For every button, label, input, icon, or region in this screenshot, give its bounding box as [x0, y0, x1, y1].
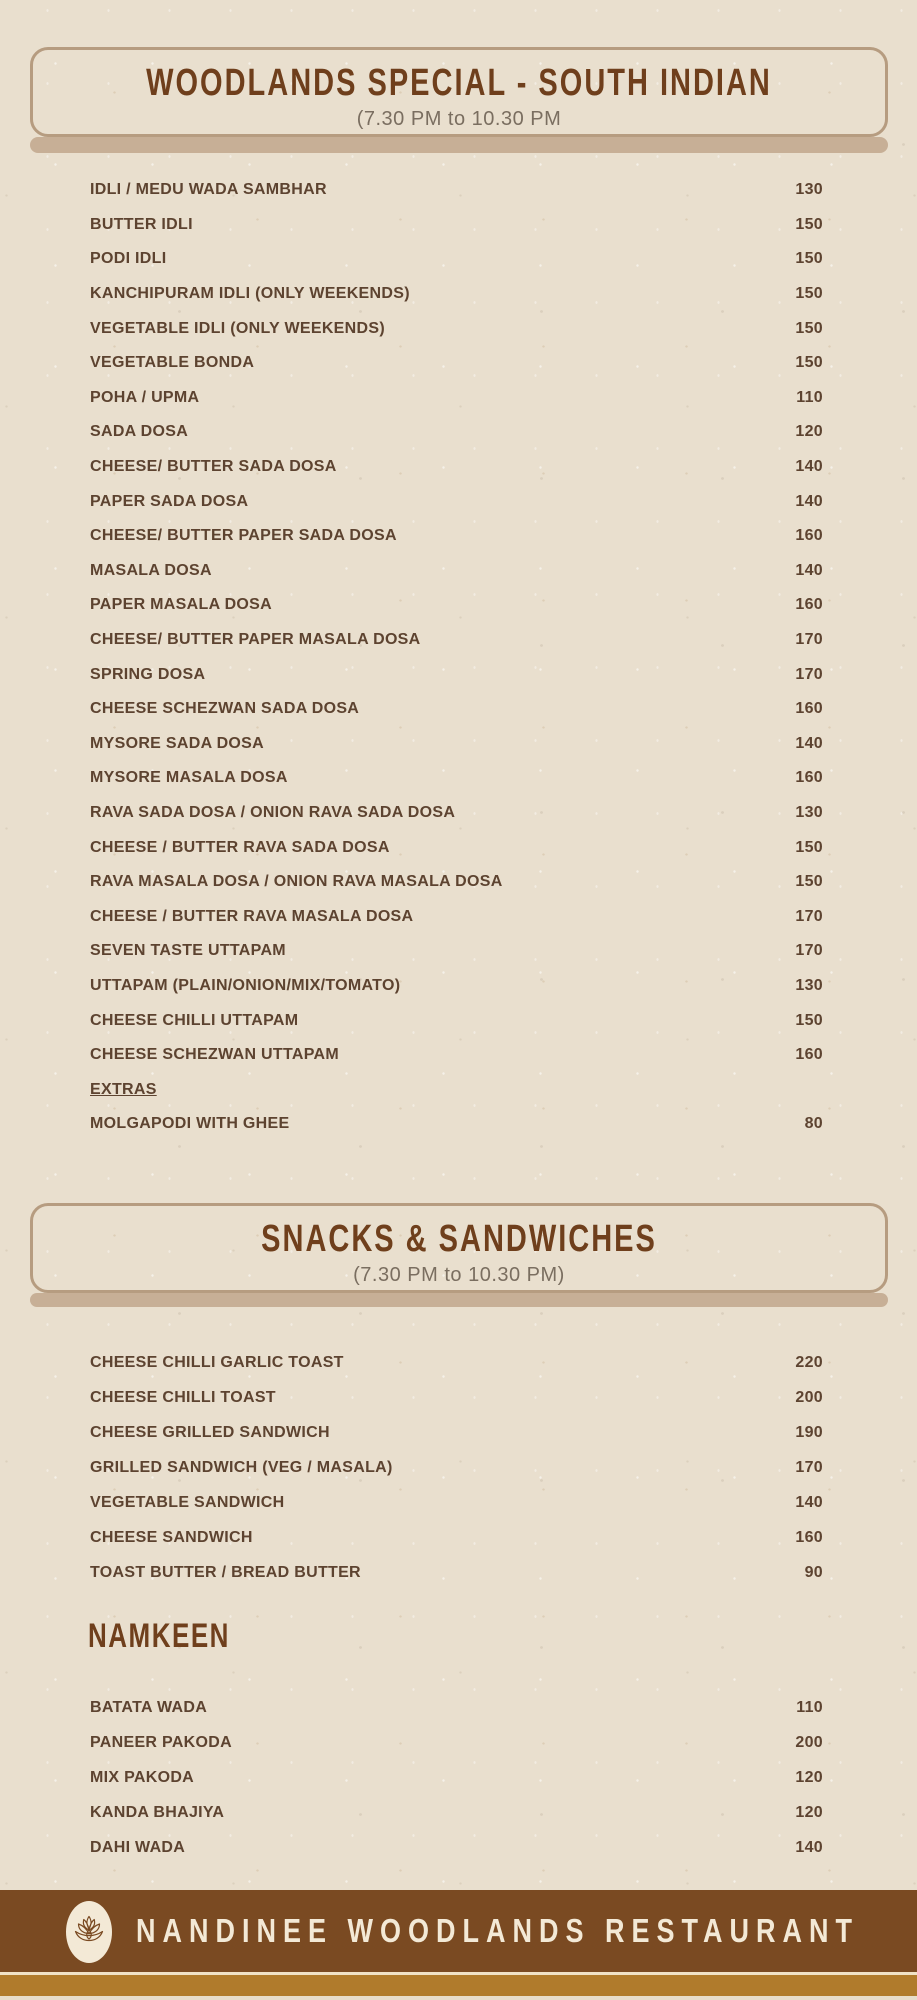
- menu-item-row: [90, 1450, 823, 1485]
- section-title-south-indian: [146, 61, 772, 105]
- menu-item-name: CHEESE/ BUTTER PAPER MASALA DOSA: [90, 631, 421, 649]
- menu-item-name: CHEESE / BUTTER RAVA MASALA DOSA: [90, 907, 414, 925]
- menu-item-name: PAPER MASALA DOSA: [90, 596, 272, 614]
- sub-heading-text: NAMKEEN: [88, 1615, 230, 1655]
- menu-item-row: [90, 1107, 823, 1142]
- menu-item-row: [90, 1038, 823, 1073]
- lotus-icon: [71, 1912, 107, 1953]
- menu-item-price: 140: [795, 561, 823, 579]
- menu-item-price: 140: [795, 1493, 823, 1511]
- menu-list-snacks: [90, 1345, 823, 1590]
- menu-item-row: [90, 761, 823, 796]
- menu-item-price: 150: [795, 319, 823, 337]
- menu-item-price: 130: [795, 803, 823, 821]
- menu-item-row: [90, 796, 823, 831]
- section-title-text: WOODLANDS SPECIAL - SOUTH INDIAN: [146, 61, 772, 105]
- menu-item-price: 170: [795, 665, 823, 683]
- menu-item-row: [90, 450, 823, 485]
- menu-item-row: [90, 554, 823, 589]
- section-title-snacks: [261, 1217, 657, 1261]
- menu-item-name: CHEESE CHILLI TOAST: [90, 1388, 276, 1406]
- menu-item-name: POHA / UPMA: [90, 388, 200, 406]
- menu-item-row: [90, 969, 823, 1004]
- menu-item-name: SPRING DOSA: [90, 665, 206, 683]
- menu-item-price: 190: [795, 1423, 823, 1441]
- menu-item-price: 130: [795, 181, 823, 199]
- menu-item-row: [90, 1345, 823, 1380]
- menu-item-price: 160: [795, 700, 823, 718]
- menu-item-name: PANEER PAKODA: [90, 1733, 232, 1751]
- menu-item-name: MOLGAPODI WITH GHEE: [90, 1115, 290, 1133]
- menu-item-name: BATATA WADA: [90, 1698, 208, 1716]
- section-header-snacks: [30, 1203, 888, 1293]
- menu-item-name: BUTTER IDLI: [90, 215, 193, 233]
- menu-item-name: CHEESE SCHEZWAN SADA DOSA: [90, 700, 360, 718]
- menu-item-name: DAHI WADA: [90, 1838, 186, 1856]
- menu-item-price: 150: [795, 873, 823, 891]
- menu-item-name: CHEESE/ BUTTER PAPER SADA DOSA: [90, 527, 397, 545]
- menu-item-row: [90, 1072, 823, 1107]
- menu-item-name: PODI IDLI: [90, 250, 167, 268]
- menu-item-price: 150: [795, 250, 823, 268]
- menu-item-name: TOAST BUTTER / BREAD BUTTER: [90, 1563, 361, 1581]
- menu-item-row: [90, 830, 823, 865]
- menu-item-price: 140: [795, 492, 823, 510]
- menu-item-price: 140: [795, 1838, 823, 1856]
- menu-item-price: 200: [795, 1388, 823, 1406]
- menu-item-row: [90, 692, 823, 727]
- menu-item-price: 120: [795, 1803, 823, 1821]
- menu-item-price: 110: [796, 1698, 823, 1716]
- menu-item-price: 170: [795, 631, 823, 649]
- menu-item-name: CHEESE/ BUTTER SADA DOSA: [90, 458, 337, 476]
- menu-item-price: 150: [795, 838, 823, 856]
- menu-item-price: 200: [795, 1733, 823, 1751]
- menu-list-south-indian: [90, 173, 823, 1142]
- menu-item-price: 140: [795, 734, 823, 752]
- menu-item-row: [90, 1725, 823, 1760]
- menu-item-price: 160: [795, 527, 823, 545]
- menu-item-price: 150: [795, 285, 823, 303]
- menu-item-name: SEVEN TASTE UTTAPAM: [90, 942, 286, 960]
- menu-item-row: [90, 588, 823, 623]
- menu-item-row: [90, 173, 823, 208]
- menu-item-row: [90, 208, 823, 243]
- menu-item-price: 160: [795, 769, 823, 787]
- menu-item-name: RAVA SADA DOSA / ONION RAVA SADA DOSA: [90, 803, 456, 821]
- menu-item-name: KANDA BHAJIYA: [90, 1803, 225, 1821]
- menu-item-name: SADA DOSA: [90, 423, 189, 441]
- menu-item-row: [90, 657, 823, 692]
- footer-bottom-strip: [0, 1996, 917, 2000]
- menu-item-name: PAPER SADA DOSA: [90, 492, 249, 510]
- section-subtitle-snacks: (7.30 PM to 10.30 PM): [353, 1264, 565, 1286]
- menu-item-price: 160: [795, 1528, 823, 1546]
- restaurant-name: [136, 1890, 859, 1972]
- menu-item-price: 90: [804, 1563, 823, 1581]
- header-bottom-bar-snacks: [30, 1293, 888, 1307]
- menu-item-price: 170: [795, 907, 823, 925]
- menu-item-name: MASALA DOSA: [90, 561, 212, 579]
- menu-item-name: MYSORE SADA DOSA: [90, 734, 265, 752]
- section-header-south-indian: [30, 47, 888, 137]
- menu-item-price: 140: [795, 458, 823, 476]
- menu-item-name: GRILLED SANDWICH (VEG / MASALA): [90, 1458, 393, 1476]
- menu-list-namkeen: [90, 1690, 823, 1865]
- menu-item-row: [90, 1555, 823, 1590]
- restaurant-name-text: NANDINEE WOODLANDS RESTAURANT: [136, 1911, 859, 1950]
- menu-item-row: [90, 727, 823, 762]
- menu-item-price: 160: [795, 596, 823, 614]
- menu-item-price: 120: [795, 423, 823, 441]
- menu-item-price: 150: [795, 354, 823, 372]
- menu-item-price: 170: [795, 942, 823, 960]
- menu-item-name: VEGETABLE BONDA: [90, 354, 255, 372]
- menu-item-row: [90, 1003, 823, 1038]
- menu-item-row: [90, 277, 823, 312]
- menu-item-price: 110: [796, 388, 823, 406]
- menu-item-row: [90, 623, 823, 658]
- menu-item-row: [90, 934, 823, 969]
- menu-item-row: [90, 1415, 823, 1450]
- menu-item-name: UTTAPAM (PLAIN/ONION/MIX/TOMATO): [90, 976, 401, 994]
- menu-item-row: [90, 1795, 823, 1830]
- menu-item-row: [90, 1760, 823, 1795]
- menu-item-name: IDLI / MEDU WADA SAMBHAR: [90, 181, 327, 199]
- menu-item-price: 130: [795, 976, 823, 994]
- menu-item-row: [90, 1520, 823, 1555]
- menu-item-name: CHEESE CHILLI UTTAPAM: [90, 1011, 299, 1029]
- menu-item-name: CHEESE CHILLI GARLIC TOAST: [90, 1353, 344, 1371]
- menu-item-row: [90, 1690, 823, 1725]
- menu-item-row: [90, 484, 823, 519]
- menu-item-row: [90, 519, 823, 554]
- menu-item-name: CHEESE / BUTTER RAVA SADA DOSA: [90, 838, 390, 856]
- section-subtitle-south-indian: (7.30 PM to 10.30 PM: [356, 108, 562, 130]
- menu-item-row: [90, 311, 823, 346]
- menu-item-name: VEGETABLE IDLI (ONLY WEEKENDS): [90, 319, 385, 337]
- menu-item-name: VEGETABLE SANDWICH: [90, 1493, 285, 1511]
- menu-item-name: MYSORE MASALA DOSA: [90, 769, 288, 787]
- menu-item-name: MIX PAKODA: [90, 1768, 195, 1786]
- menu-item-row: [90, 865, 823, 900]
- menu-item-name: RAVA MASALA DOSA / ONION RAVA MASALA DOSA: [90, 873, 503, 891]
- menu-item-name: CHEESE SANDWICH: [90, 1528, 253, 1546]
- menu-item-row: [90, 1485, 823, 1520]
- menu-item-price: 80: [804, 1115, 823, 1133]
- menu-item-name: CHEESE GRILLED SANDWICH: [90, 1423, 330, 1441]
- restaurant-logo: [66, 1901, 112, 1963]
- menu-item-price: 220: [795, 1353, 823, 1371]
- header-bottom-bar-south-indian: [30, 137, 888, 153]
- menu-item-name: EXTRAS: [90, 1080, 157, 1098]
- menu-item-name: CHEESE SCHEZWAN UTTAPAM: [90, 1046, 339, 1064]
- menu-item-row: [90, 899, 823, 934]
- menu-item-row: [90, 381, 823, 416]
- menu-item-price: 170: [795, 1458, 823, 1476]
- menu-item-row: [90, 415, 823, 450]
- menu-item-price: 150: [795, 1011, 823, 1029]
- menu-item-price: 150: [795, 215, 823, 233]
- sub-heading-namkeen: [88, 1614, 230, 1656]
- menu-item-row: [90, 242, 823, 277]
- menu-item-row: [90, 1380, 823, 1415]
- menu-item-row: [90, 1830, 823, 1865]
- footer-gold-stripe: [0, 1975, 917, 1996]
- menu-item-price: 160: [795, 1046, 823, 1064]
- menu-item-name: KANCHIPURAM IDLI (ONLY WEEKENDS): [90, 285, 410, 303]
- section-title-text: SNACKS & SANDWICHES: [261, 1217, 657, 1261]
- menu-item-row: [90, 346, 823, 381]
- menu-item-price: 120: [795, 1768, 823, 1786]
